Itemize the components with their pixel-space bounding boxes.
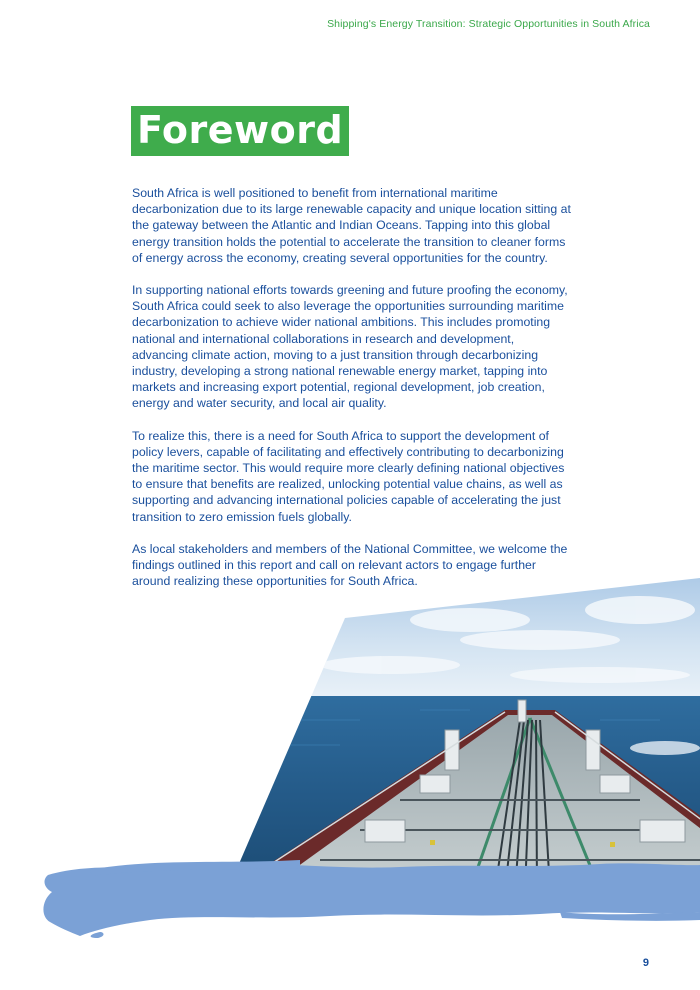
paragraph-3: To realize this, there is a need for South Africa to support the development of policy levers, capable of facilitating and effectively contributing to decarbonizing the maritime sector. This would require more clearly defining national objectives to ensure that benefits are realized, unlocking potential value chains, as well as supporting and advancing international policies capable of accelerating the just transition to zero emission fuels globally. (132, 428, 565, 524)
page-title: Foreword (137, 108, 344, 152)
page-number: 9 (642, 957, 649, 969)
paragraph-1: South Africa is well positioned to benefit from international maritime decarbonization due to its large renewable capacity and unique location sitting at the gateway between the Atlantic and Indian Oceans. Tapping into this global energy transition holds the potential to accelerate the transition to cleaner forms of energy across the economy, creating several opportunities for the country. (132, 186, 571, 265)
running-header: Shipping's Energy Transition: Strategic Opportunities in South Africa (327, 18, 650, 30)
body-text (132, 185, 572, 605)
brush-stroke (43, 860, 700, 938)
paragraph-2: In supporting national efforts towards greening and future proofing the economy, South Africa could seek to also leverage the opportunities surrounding maritime decarbonization to achieve wider national ambitions. This includes promoting national and international collaborations in research and development, advancing climate action, moving to a just transition through decarbonizing industry, developing a strong national renewable energy market, tapping into markets and increasing export potential, regional development, job creation, energy and water security, and local air quality. (132, 283, 568, 411)
title-box (131, 106, 349, 156)
tanker-ship-photo (0, 570, 700, 950)
paragraph-4: As local stakeholders and members of the National Committee, we welcome the findings outlined in this report and call on relevant actors to engage further around realizing these opportunities for South Africa. (132, 541, 568, 589)
